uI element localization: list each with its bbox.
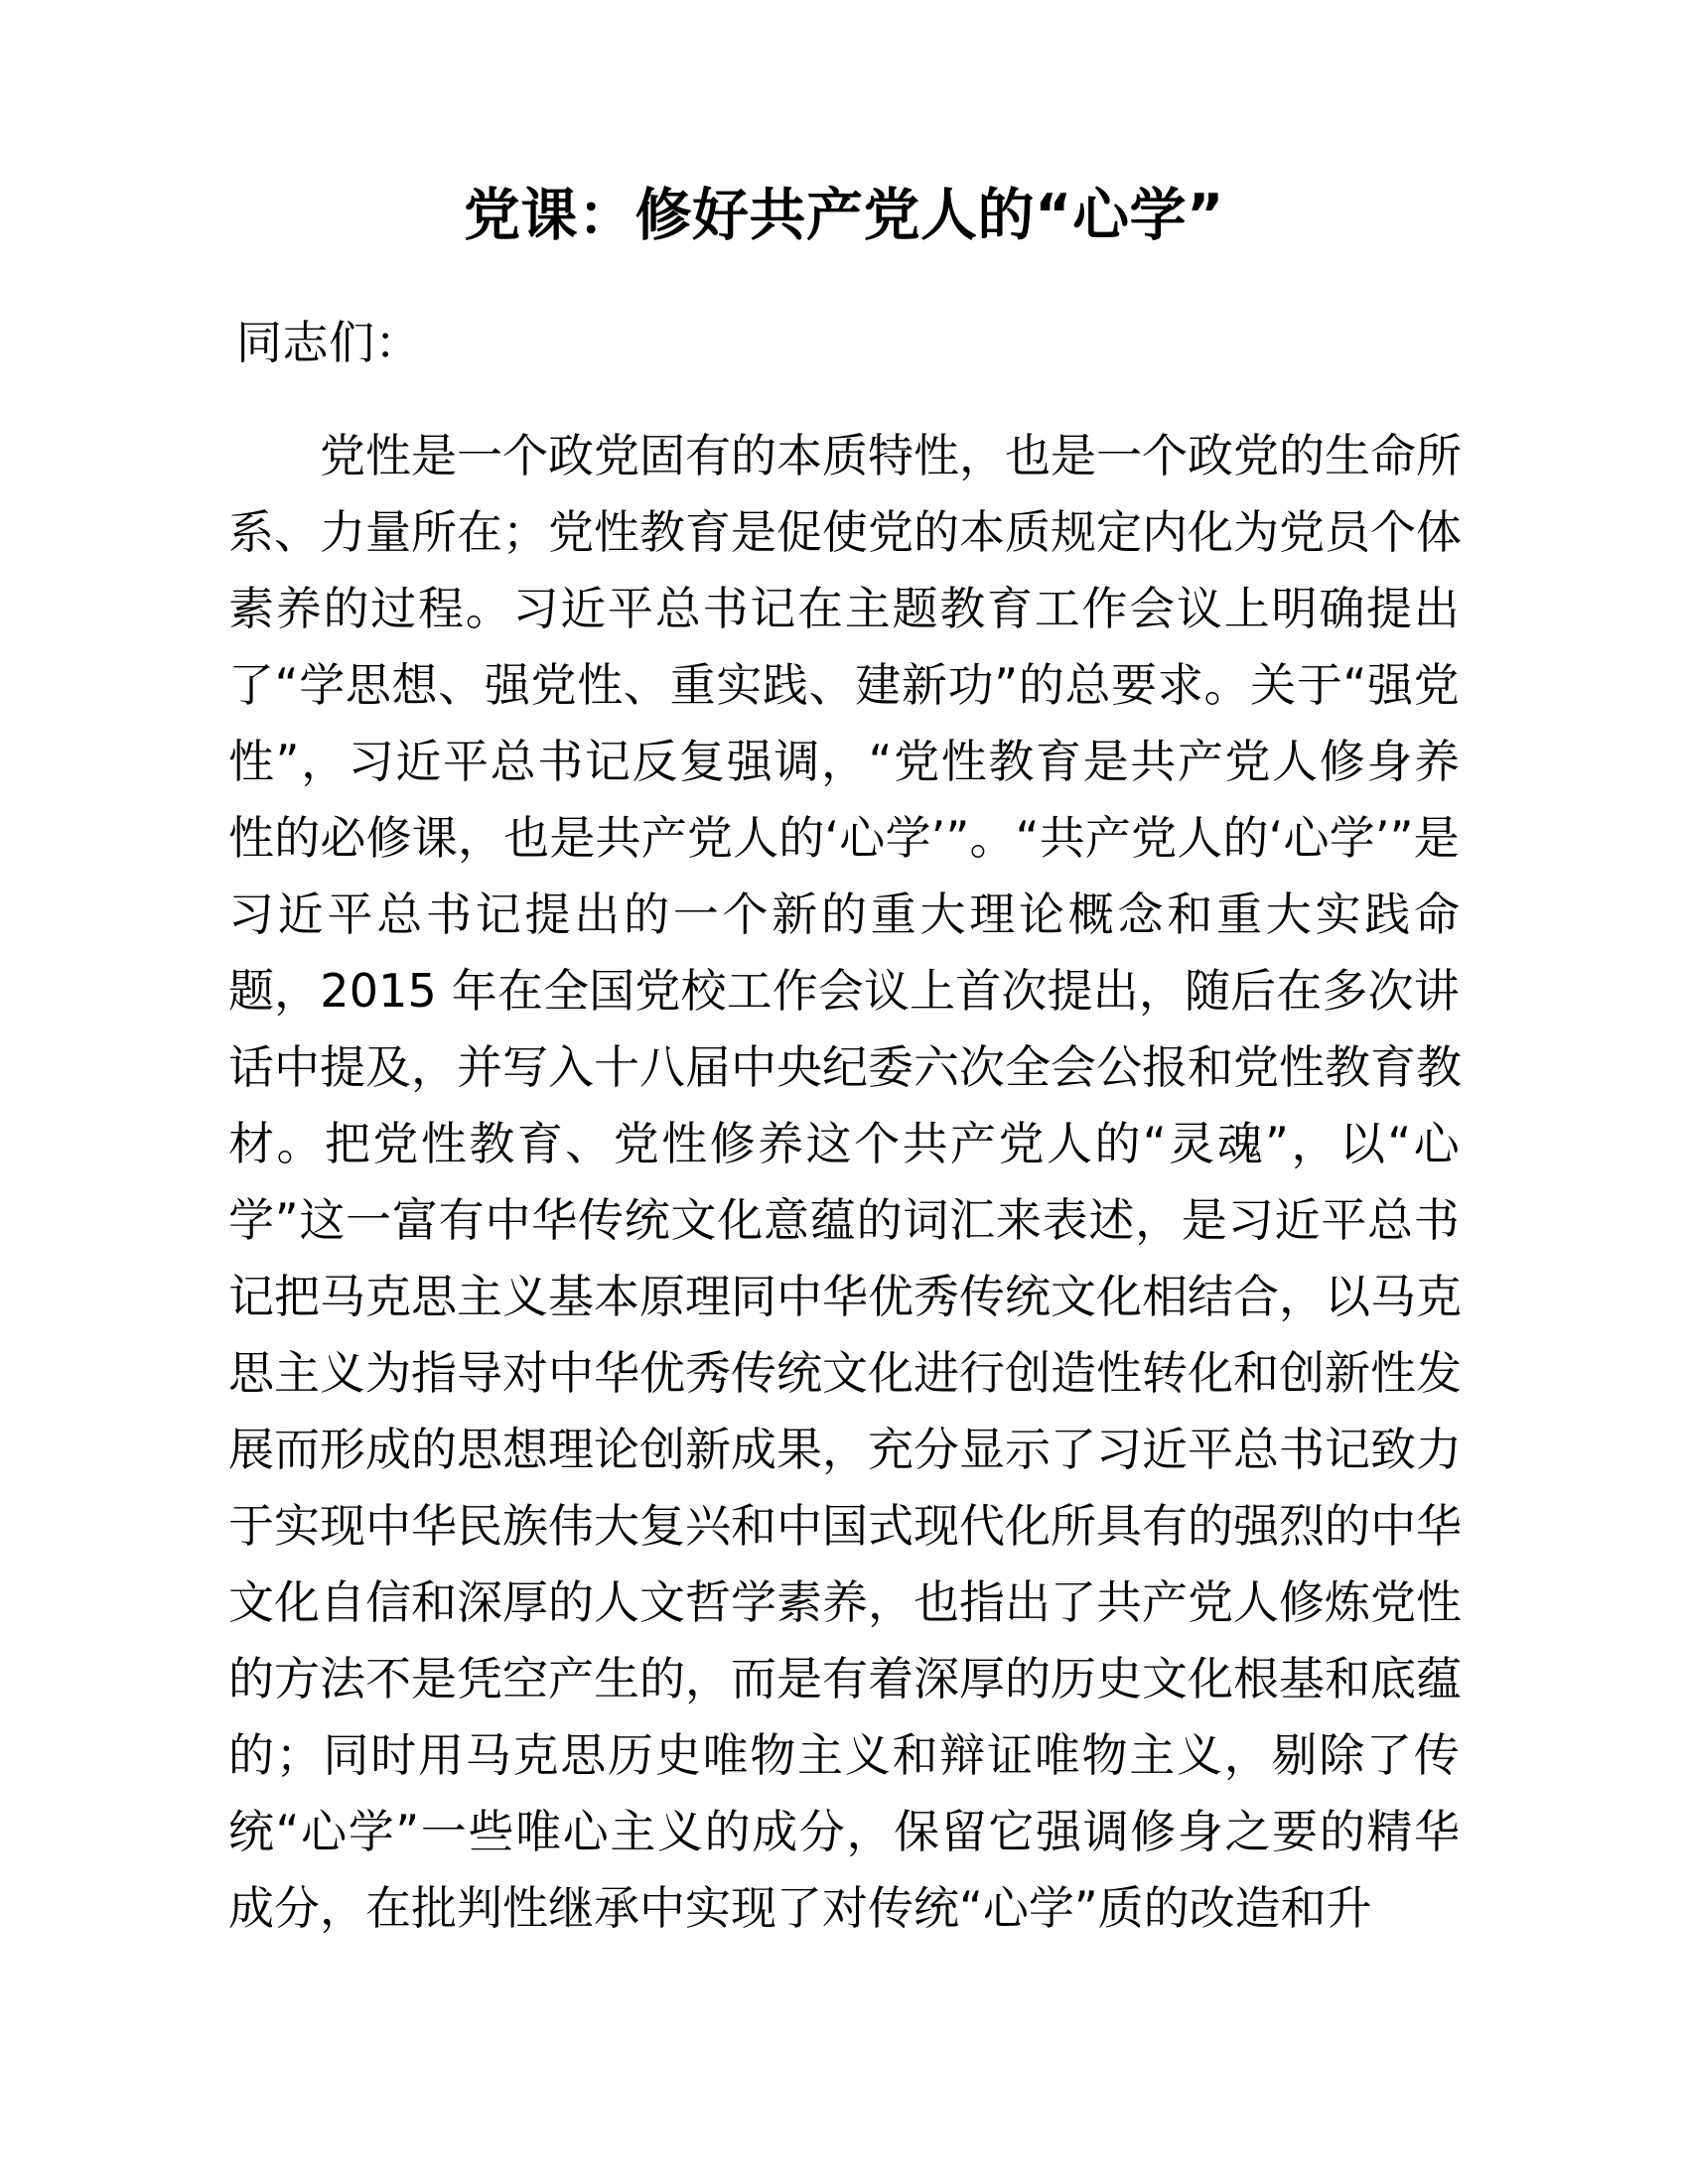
paragraph-line: 性 的 必 修 课 ， 也 是 共 产 党 人 的 ‘ 心 学 ’ ” 。 “ 共 产 党 人 的 ‘ 心 学 ’ ” 是 [228, 811, 1460, 866]
paragraph-line: 文 化 自 信 和 深 厚 的 人 文 哲 学 素 养 ， 也 指 出 了 共 产 党 人 修 炼 党 性 [228, 1575, 1462, 1630]
paragraph-line: 记 把 马 克 思 主 义 基 本 原 理 同 中 华 优 秀 传 统 文 化 相 结 合 ， 以 马 克 [228, 1270, 1462, 1324]
paragraph-line: 系 、 力 量 所 在 ； 党 性 教 育 是 促 使 党 的 本 质 规 定 内 化 为 党 员 个 体 [228, 505, 1462, 560]
salutation-line: 同志们： [236, 316, 421, 370]
paragraph-line: 党 性 是 一 个 政 党 固 有 的 本 质 特 性 ， 也 是 一 个 政 党 的 生 命 所 [320, 429, 1462, 483]
paragraph-line: 习 近 平 总 书 记 提 出 的 一 个 新 的 重 大 理 论 概 念 和 重 大 实 践 命 [228, 887, 1460, 942]
paragraph-line: 了 “ 学 思 想 、 强 党 性 、 重 实 践 、 建 新 功 ” 的 总 要 求 。 关 于 “ 强 党 [228, 658, 1460, 713]
body-paragraph [228, 370, 1460, 1947]
paragraph-line: 于 实 现 中 华 民 族 伟 大 复 兴 和 中 国 式 现 代 化 所 具 有 的 强 烈 的 中 华 [228, 1499, 1462, 1554]
paragraph-line: 展 而 形 成 的 思 想 理 论 创 新 成 果 ， 充 分 显 示 了 习 近 平 总 书 记 致 力 [228, 1423, 1462, 1477]
paragraph-line: 的 ； 同 时 用 马 克 思 历 史 唯 物 主 义 和 辩 证 唯 物 主 义 ， 剔 除 了 传 [228, 1728, 1460, 1783]
paragraph-line: 素 养 的 过 程 。 习 近 平 总 书 记 在 主 题 教 育 工 作 会 议 上 明 确 提 出 [228, 582, 1460, 636]
page-title: 党课：修好共产党人的“心学” [464, 183, 1224, 248]
paragraph-line: 的 方 法 不 是 凭 空 产 生 的 ， 而 是 有 着 深 厚 的 历 史 文 化 根 基 和 底 蕴 [228, 1652, 1462, 1706]
paragraph-line: 题 ， 2 0 1 5 年 在 全 国 党 校 工 作 会 议 上 首 次 提 出 ， 随 后 在 多 次 讲 [228, 964, 1460, 1019]
paragraph-line: 成分，在批判性继承中实现了对传统“心学”质的改造和升 [228, 1881, 1372, 1936]
paragraph-line: 材 。 把 党 性 教 育 、 党 性 修 养 这 个 共 产 党 人 的 “ 灵 魂 ” ， 以 “ 心 [228, 1117, 1460, 1171]
paragraph-line: 学 ” 这 一 富 有 中 华 传 统 文 化 意 蕴 的 词 汇 来 表 述 ， 是 习 近 平 总 书 [228, 1193, 1460, 1248]
page-content-area [228, 0, 1460, 2184]
paragraph-line: 统 “ 心 学 ” 一 些 唯 心 主 义 的 成 分 ， 保 留 它 强 调 修 身 之 要 的 精 华 [228, 1805, 1460, 1859]
paragraph-line: 思 主 义 为 指 导 对 中 华 优 秀 传 统 文 化 进 行 创 造 性 转 化 和 创 新 性 发 [228, 1346, 1462, 1401]
paragraph-line: 性 ” ， 习 近 平 总 书 记 反 复 强 调 ， “ 党 性 教 育 是 共 产 党 人 修 身 养 [228, 735, 1460, 789]
paragraph-line: 话 中 提 及 ， 并 写 入 十 八 届 中 央 纪 委 六 次 全 会 公 报 和 党 性 教 育 教 [228, 1040, 1462, 1095]
